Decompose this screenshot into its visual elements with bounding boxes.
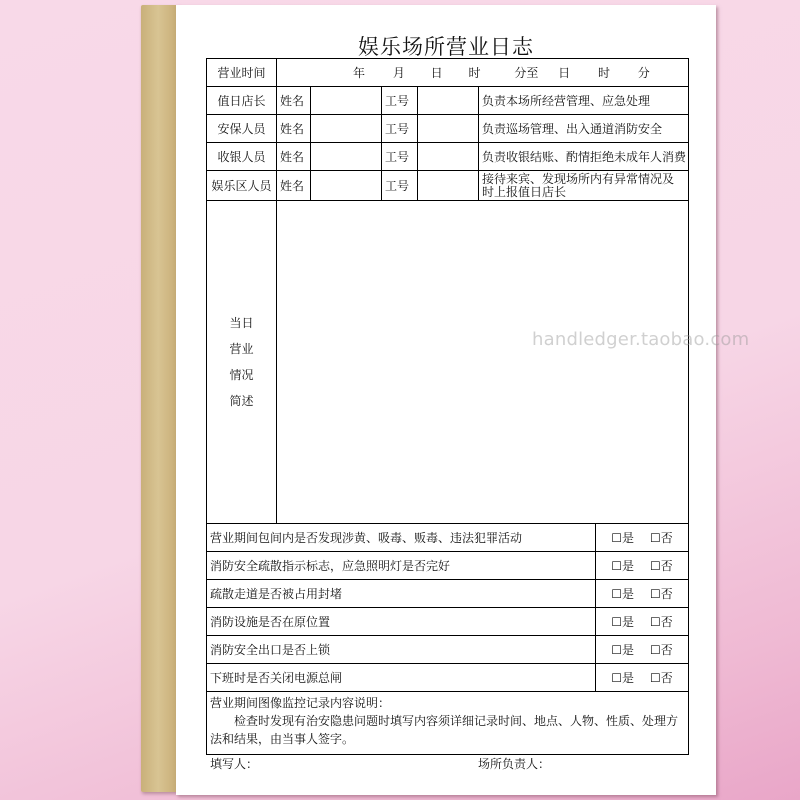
staff-row	[207, 171, 689, 201]
check-question: 消防安全出口是否上锁	[207, 636, 596, 664]
summary-label-line: 营业	[229, 342, 254, 356]
id-label: 工号	[382, 87, 418, 115]
no-checkbox[interactable]: ☐否	[650, 559, 673, 573]
business-time-label: 营业时间	[207, 59, 277, 87]
year-label: 年	[353, 66, 366, 80]
ledger-page	[176, 5, 716, 795]
name-field[interactable]	[311, 87, 382, 115]
check-row	[207, 524, 689, 552]
minute-to-label: 分至	[514, 66, 539, 80]
hour-label: 时	[468, 66, 481, 80]
filler-signature-label: 填写人：	[210, 757, 259, 771]
no-checkbox[interactable]: ☐否	[650, 671, 673, 685]
name-label: 姓名	[277, 115, 311, 143]
staff-row	[207, 115, 689, 143]
check-options	[596, 608, 689, 636]
no-checkbox[interactable]: ☐否	[650, 587, 673, 601]
check-row	[207, 552, 689, 580]
check-question: 营业期间包间内是否发现涉黄、吸毒、贩毒、违法犯罪活动	[207, 524, 596, 552]
name-field[interactable]	[311, 171, 382, 201]
manager-signature-label: 场所负责人：	[478, 757, 551, 771]
page-title: 娱乐场所营业日志	[358, 35, 534, 59]
daily-summary-label	[207, 201, 277, 524]
end-day-label: 日	[558, 66, 571, 80]
check-options	[596, 552, 689, 580]
yes-checkbox[interactable]: ☐是	[611, 671, 634, 685]
check-question: 下班时是否关闭电源总闸	[207, 664, 596, 692]
watermark-text: handledger.taobao.com	[532, 329, 750, 350]
duty-text: 负责巡场管理、出入通道消防安全	[479, 115, 689, 143]
name-label: 姓名	[277, 87, 311, 115]
name-label: 姓名	[277, 171, 311, 201]
staff-row	[207, 87, 689, 115]
check-row	[207, 664, 689, 692]
check-row	[207, 608, 689, 636]
check-question: 消防安全疏散指示标志，应急照明灯是否完好	[207, 552, 596, 580]
yes-checkbox[interactable]: ☐是	[611, 587, 634, 601]
note-heading: 营业期间图像监控记录内容说明：	[210, 696, 391, 710]
id-field[interactable]	[418, 115, 479, 143]
binding-spine	[141, 5, 179, 792]
check-options	[596, 664, 689, 692]
check-row	[207, 580, 689, 608]
daily-summary-field[interactable]	[277, 201, 689, 524]
no-checkbox[interactable]: ☐否	[650, 531, 673, 545]
duty-text: 负责本场所经营管理、应急处理	[479, 87, 689, 115]
business-time-row	[207, 59, 689, 87]
monitoring-note-row	[207, 692, 689, 755]
business-time-field[interactable]	[277, 59, 689, 87]
id-label: 工号	[382, 143, 418, 171]
check-options	[596, 580, 689, 608]
staff-row	[207, 143, 689, 171]
summary-label-line: 情况	[229, 368, 254, 382]
check-options	[596, 524, 689, 552]
name-field[interactable]	[311, 143, 382, 171]
id-field[interactable]	[418, 143, 479, 171]
ledger-form-table	[206, 58, 689, 755]
check-options	[596, 636, 689, 664]
summary-label-line: 简述	[229, 394, 254, 408]
summary-label-line: 当日	[229, 316, 254, 330]
end-minute-label: 分	[637, 66, 650, 80]
check-question: 疏散走道是否被占用封堵	[207, 580, 596, 608]
duty-text: 负责收银结账、酌情拒绝未成年人消费	[479, 143, 689, 171]
id-label: 工号	[382, 171, 418, 201]
id-label: 工号	[382, 115, 418, 143]
check-row	[207, 636, 689, 664]
staff-role: 娱乐区人员	[207, 171, 277, 201]
no-checkbox[interactable]: ☐否	[650, 643, 673, 657]
duty-text: 接待来宾、发现场所内有异常情况及时上报值日店长	[479, 171, 689, 201]
no-checkbox[interactable]: ☐否	[650, 615, 673, 629]
id-field[interactable]	[418, 171, 479, 201]
end-hour-label: 时	[597, 66, 610, 80]
name-label: 姓名	[277, 143, 311, 171]
note-body: 检查时发现有治安隐患问题时填写内容须详细记录时间、地点、人物、性质、处理方法和结果，由当事人签字。	[210, 714, 679, 746]
staff-role: 值日店长	[207, 87, 277, 115]
day-label: 日	[430, 66, 443, 80]
yes-checkbox[interactable]: ☐是	[611, 643, 634, 657]
daily-summary-row	[207, 201, 689, 524]
yes-checkbox[interactable]: ☐是	[611, 559, 634, 573]
month-label: 月	[392, 66, 405, 80]
name-field[interactable]	[311, 115, 382, 143]
staff-role: 收银人员	[207, 143, 277, 171]
id-field[interactable]	[418, 87, 479, 115]
staff-role: 安保人员	[207, 115, 277, 143]
yes-checkbox[interactable]: ☐是	[611, 615, 634, 629]
check-question: 消防设施是否在原位置	[207, 608, 596, 636]
monitoring-note	[207, 692, 689, 755]
yes-checkbox[interactable]: ☐是	[611, 531, 634, 545]
